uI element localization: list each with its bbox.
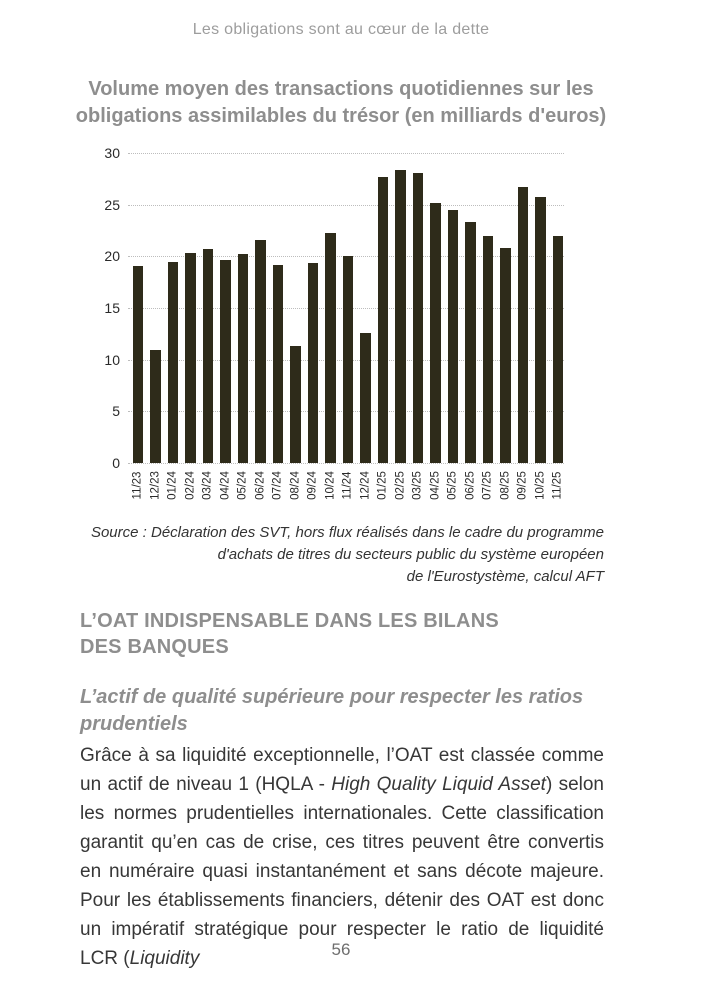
x-tick-label: 09/25: [516, 471, 529, 500]
chart-bar: [255, 240, 266, 463]
chart-bar: [325, 233, 336, 463]
x-tick-label: 08/25: [499, 471, 511, 500]
chart-title-line2: obligations assimilables du trésor (en milliards d'euros): [75, 105, 607, 127]
y-tick-label: 15: [104, 300, 120, 316]
subsection-heading: L’actif de qualité supérieure pour respecter les ratios prudentiels: [80, 686, 584, 735]
chart-bar: [465, 222, 476, 463]
chart-bar: [185, 253, 196, 463]
x-tick-label: 10/24: [324, 471, 336, 500]
x-tick-label: 05/24: [236, 471, 249, 500]
section-heading-line1: L’OAT INDISPENSABLE DANS LES BILANS: [80, 610, 499, 632]
running-header: Les obligations sont au cœur de la dette: [192, 21, 490, 38]
y-tick-label: 10: [104, 351, 120, 368]
chart-bar: [413, 173, 424, 463]
chart-bar: [430, 203, 441, 463]
x-tick-label: 03/25: [411, 471, 424, 500]
chart-title-line1: Volume moyen des transactions quotidiennes sur les: [88, 78, 594, 100]
chart-bar: [395, 170, 406, 463]
y-tick-label: 0: [112, 455, 120, 471]
source-line: Source : Déclaration des SVT, hors flux réalisés dans le cadre du programme: [90, 524, 604, 541]
chart-bar: [553, 236, 564, 463]
chart-bar: [535, 197, 546, 463]
x-tick-label: 09/24: [306, 471, 319, 500]
text-run: ) selon les normes prudentielles internationales. Cette classification garantit qu’en cas de crise, ces titres peuvent être convertis en numéraire quasi instantanément et sans décote majeure. Pour les établissements financiers, détenir des OAT est donc un impératif stratégique pour respecter le ratio de liquidité LCR (: [80, 774, 605, 969]
x-tick-label: 06/24: [254, 471, 266, 500]
chart-bar: [500, 248, 511, 463]
y-tick-label: 5: [112, 403, 120, 420]
x-tick-label: 06/25: [464, 471, 476, 500]
italic-text-run: Liquidity: [129, 948, 200, 969]
x-tick-label: 07/25: [481, 471, 494, 500]
chart-bar: [360, 333, 371, 463]
page-number: 56: [331, 940, 351, 959]
x-tick-label: 02/24: [184, 471, 196, 500]
chart-bar: [378, 177, 389, 463]
x-tick-label: 01/24: [166, 471, 179, 500]
section-heading-line2: DES BANQUES: [80, 636, 229, 658]
y-tick-label: 25: [104, 196, 120, 213]
x-tick-label: 02/25: [394, 471, 406, 500]
x-tick-label: 05/25: [446, 471, 459, 500]
italic-text-run: High Quality Liquid Asset: [331, 774, 546, 795]
x-tick-label: 11/24: [341, 471, 354, 500]
y-tick-label: 30: [104, 145, 120, 161]
x-tick-label: 07/24: [271, 471, 284, 500]
source-line: de l'Eurostystème, calcul AFT: [406, 568, 604, 585]
chart-bar: [133, 266, 144, 463]
chart-bar: [518, 187, 529, 463]
chart-plot: [104, 145, 564, 500]
body-paragraph: [80, 741, 604, 973]
chart-bar: [168, 262, 179, 464]
gridline-y30: [128, 153, 564, 154]
chart-bar: [290, 346, 301, 463]
section-heading: [80, 608, 604, 660]
x-tick-label: 11/25: [551, 471, 564, 500]
chart-bar: [308, 263, 319, 463]
chart-bar: [483, 236, 494, 463]
chart-bar: [203, 249, 214, 463]
x-tick-label: 12/23: [149, 471, 161, 500]
x-tick-label: 11/23: [131, 471, 144, 500]
x-tick-label: 08/24: [289, 471, 301, 500]
x-tick-label: 10/25: [534, 471, 546, 500]
chart-title: [40, 76, 642, 130]
chart-bar: [220, 260, 231, 463]
x-tick-label: 01/25: [376, 471, 389, 500]
x-tick-label: 04/24: [219, 471, 231, 500]
chart-bar: [150, 350, 161, 463]
text-run: Grâce à sa liquidité exceptionnelle, l’OAT est classée comme un actif de niveau 1 (HQLA -: [80, 745, 604, 795]
chart-source-note: [80, 522, 604, 588]
chart-bar: [343, 256, 354, 463]
source-line: d'achats de titres du secteurs public du système européen: [217, 546, 604, 563]
x-tick-label: 03/24: [201, 471, 214, 500]
x-tick-label: 12/24: [359, 471, 371, 500]
chart-bar: [448, 210, 459, 463]
x-tick-label: 04/25: [429, 471, 441, 500]
chart-bar: [238, 254, 249, 463]
chart-bar: [273, 265, 284, 463]
y-tick-label: 20: [104, 248, 120, 265]
gridline-y25: [128, 205, 564, 206]
